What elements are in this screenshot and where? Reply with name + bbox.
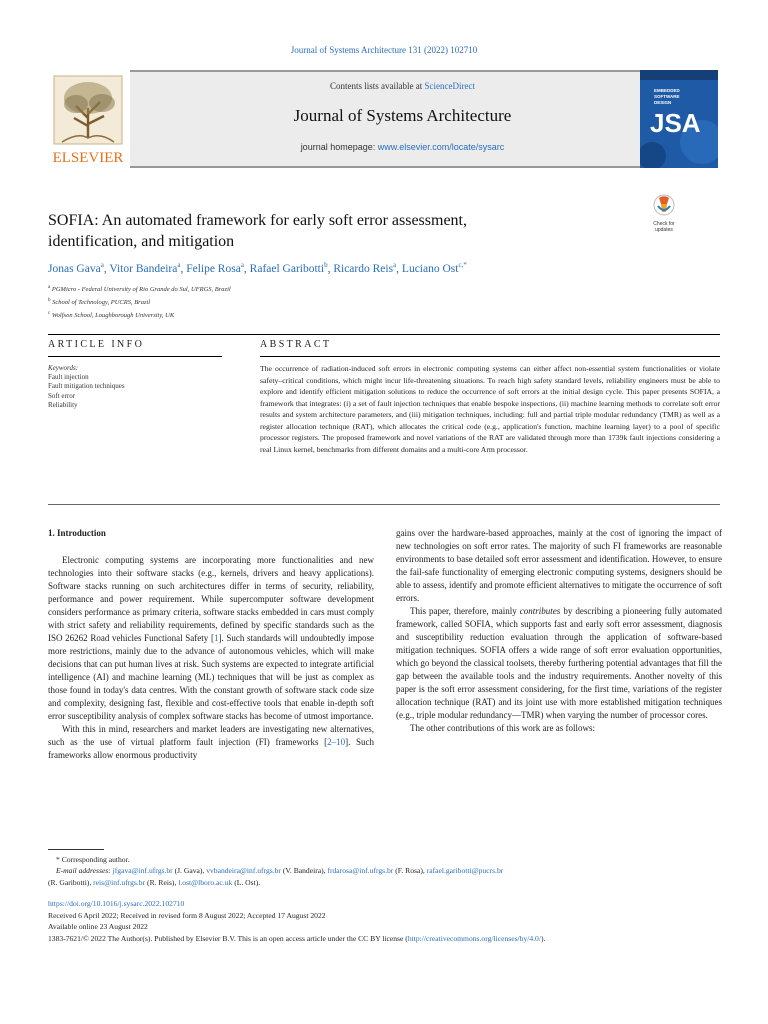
paragraph-text: With this in mind, researchers and market leaders are investigating new alternatives, such as the use of virtual platform fault injection (FI) frameworks [ [48, 724, 374, 747]
footnote-rule [48, 849, 104, 850]
journal-cover[interactable] [640, 70, 718, 168]
author-link[interactable]: Ricardo Reis [333, 262, 394, 275]
author-list: Jonas Gava$^a$, Vitor Bandeira$^a$, Felipe Rosa$^a$, Rafael Garibotti$^b$, Ricardo Reis$^a$, Luciano Ost$^{c,*}$ [48, 261, 467, 275]
affiliation-sup: b [48, 298, 51, 304]
title-line-2: identification, and mitigation [48, 233, 235, 250]
doi-link[interactable]: https://doi.org/10.1016/j.sysarc.2022.102710 [48, 899, 185, 908]
paragraph-text: Electronic computing systems are incorporating more functionalities and new technologies into their software stacks (e.g., kernels, drivers and heavy applications). Software stacks running on such architectures differ in terms of security, reliability, performance and power requirement. While supercomputer software development considers performance as primary criteria, software stacks embedded in cars must comply with strict safety and reliability requirements, defined by specific standards such as the ISO 26262 Road vehicles Functional Safety [ [48, 555, 374, 643]
affiliation-text: PGMicro - Federal University of Rio Grande do Sul, UFRGS, Brazil [51, 286, 231, 294]
top-divider [48, 334, 720, 335]
svg-text:SOFTWARE: SOFTWARE [654, 94, 680, 99]
section-title-introduction: 1. Introduction [48, 528, 106, 538]
cover-image [640, 70, 718, 168]
email-owner: (L. Ost). [232, 877, 261, 887]
right-column [396, 527, 722, 735]
abstract-heading: ABSTRACT [260, 339, 332, 350]
author-affil-sup: a [177, 261, 181, 269]
homepage-prefix: journal homepage: [300, 142, 378, 152]
email-owner: (J. Gava), [172, 866, 207, 876]
email-owner: (F. Rosa), [393, 866, 427, 876]
affiliation-sup: a [48, 285, 51, 290]
keyword-item: Fault injection [48, 373, 89, 382]
check-updates-line1: Check for [653, 221, 675, 227]
available-online-date: Available online 23 August 2022 [48, 922, 148, 932]
license-link[interactable]: http://creativecommons.org/licenses/by/4.0/ [407, 933, 541, 943]
email-line-2 [48, 877, 728, 888]
keyword-item: Soft error [48, 391, 76, 400]
intro-paragraph-4: The other contributions of this work are as follows: [410, 723, 595, 733]
email-line-1 [48, 865, 728, 876]
abstract-divider [260, 356, 720, 357]
corresponding-author-note: * Corresponding author. [56, 855, 130, 864]
email-owner: (R. Garibotti), [48, 877, 94, 887]
author-link[interactable]: Rafael Garibotti [249, 262, 325, 275]
affiliations [48, 282, 448, 321]
email-link[interactable]: jfgava@inf.ufrgs.br [112, 866, 173, 876]
article-metadata [48, 898, 738, 944]
citation-link[interactable]: 1 [213, 633, 219, 643]
email-link[interactable]: reis@inf.ufrgs.br [93, 877, 146, 887]
journal-title: Journal of Systems Architecture [293, 106, 512, 125]
intro-paragraph-2 [48, 723, 374, 762]
author-link[interactable]: Luciano Ost [401, 262, 459, 275]
contents-line [130, 81, 675, 91]
author-affil-sup: a [240, 261, 244, 269]
article-title [48, 210, 608, 252]
keyword-item: Fault mitigation techniques [48, 382, 125, 391]
paragraph-text: by describing a pioneering fully automated framework, called SOFIA, which supports fast and early soft error assessment, diagnosis and susceptibility reduction evaluation through the application of software-based mitigation techniques. SOFIA offers a wide range of soft error evaluation opportunities, which go beyond the classical toolsets, thereby furthering potential advantages that fill the gap between the available tools and the industry requirements. Another novelty of this paper is the soft error assessment considering, for the first time, variations of the register allocation technique (RAT) and its joint use with more established mitigation techniques (e.g., triple modular redundancy—TMR) when varying the number of processor cores. [396, 606, 722, 720]
received-dates: Received 6 April 2022; Received in revised form 8 August 2022; Accepted 17 August 2022 [48, 910, 326, 920]
citation-link[interactable]: 2–10 [327, 737, 346, 747]
intro-paragraph-1 [48, 554, 374, 723]
paragraph-text: This paper, therefore, mainly [410, 606, 520, 616]
svg-text:EMBEDDED: EMBEDDED [654, 88, 680, 93]
author-affil-sup: a [100, 261, 104, 269]
paragraph-text: ]. Such standards will undoubtedly impose more restrictions, mainly due to the advance of autonomous vehicles, which will make decisions that can put human lives at risk. Such systems are expected to integrate artificial intelligence (AI) and machine learning (ML) techniques that will be just as complex as those found in today's data centres. With the constant growth of software stack code size and complexity, designing fast, flexible and cost-effective tools that enable in-depth soft error susceptibility analysis of complex software stacks has become of utmost importance. [48, 633, 374, 721]
email-owner: (R. Reis), [145, 877, 179, 887]
author-affil-sup: a [393, 261, 397, 269]
email-link[interactable]: l.ost@lboro.ac.uk [178, 877, 233, 887]
journal-masthead [48, 70, 718, 168]
article-info-divider [48, 356, 222, 357]
paragraph-text: ]. Such frameworks allow enormous productivity [48, 737, 374, 760]
email-link[interactable]: rafael.garibotti@pucrs.br [426, 866, 504, 876]
author-link[interactable]: Vitor Bandeira [109, 262, 178, 275]
footnotes [48, 854, 728, 888]
license-text: 1383-7621/© 2022 The Author(s). Published by Elsevier B.V. This is an open access article under the CC BY license ( [48, 933, 408, 943]
affiliation-item [48, 308, 448, 321]
journal-panel [130, 70, 675, 168]
svg-text:DESIGN: DESIGN [654, 100, 672, 105]
emphasis-text: contributes [519, 606, 561, 616]
homepage-line [130, 142, 675, 152]
email-link[interactable]: frdarosa@inf.ufrgs.br [327, 866, 394, 876]
check-for-updates-badge[interactable] [644, 194, 684, 232]
tree-emblem-icon [48, 72, 128, 166]
abstract-text: The occurrence of radiation-induced soft errors in electronic computing systems can either affect non-essential system functionalities or violate safety–critical conditions, which might incur life-threatening situations. To reach high safety standard levels, reliability engineers must be able to explore and identify efficient mitigation solutions to reduce the occurrence of soft errors at the initial design cycle. This paper presents SOFIA, a framework that integrates: (i) a set of fault injection techniques that enable bespoke inspections, (ii) machine learning methods to correlate soft error results and system architecture parameters, and (iii) mitigation techniques, including: full and partial triple modular redundancy (TMR) as well as a register allocation technique (RAT), which allocates the critical code (e.g., application's function, machine learning layer) to a pool of specific processor registers. The proposed framework and novel variations of the RAT are validated through more than 1739k fault injections considering a real Linux kernel, benchmarks from different domains and a multi-core Arm processor. [260, 364, 720, 454]
email-label: E-mail addresses: [56, 866, 111, 876]
email-link[interactable]: vvbandeira@inf.ufrgs.br [206, 866, 281, 876]
keyword-item: Reliability [48, 400, 78, 409]
author-link[interactable]: Felipe Rosa [186, 262, 241, 275]
intro-paragraph-continued: gains over the hardware-based approaches, mainly at the cost of ignoring the impact of new technologies on soft error rates. The majority of such FI frameworks are reasonable environments to base detailed soft error assessment and identification. However, to ensure the fail-safe functionality of emerging electronic computing systems, designers should be able to assess, identify and promote efficient alternatives to mitigate the occurrence of soft errors. [396, 528, 722, 603]
bottom-divider [48, 504, 720, 505]
author-affil-sup: b [324, 261, 328, 269]
affiliation-item [48, 282, 448, 295]
affiliation-text: Wolfson School, Loughborough University, UK [51, 312, 175, 320]
affiliation-sup: c [48, 311, 51, 317]
homepage-link[interactable]: www.elsevier.com/locate/sysarc [377, 142, 505, 152]
affiliation-text: School of Technology, PUCRS, Brazil [52, 299, 151, 307]
license-line [48, 933, 738, 945]
check-updates-line2: updates [655, 227, 673, 233]
left-column [48, 527, 374, 762]
elsevier-logo[interactable] [48, 72, 128, 166]
keywords-heading: Keywords: [48, 364, 79, 372]
license-text: ). [540, 933, 546, 943]
cover-abbrev: JSA [650, 108, 701, 138]
running-head[interactable]: Journal of Systems Architecture 131 (2022) 102710 [290, 45, 478, 55]
author-link[interactable]: Jonas Gava [48, 262, 101, 275]
contents-prefix: Contents lists available at [330, 81, 425, 91]
keywords-block [48, 364, 228, 410]
sciencedirect-link[interactable]: ScienceDirect [424, 81, 475, 91]
intro-paragraph-3 [396, 605, 722, 722]
publisher-name: ELSEVIER [52, 150, 124, 166]
article-info-heading: ARTICLE INFO [48, 339, 145, 350]
email-owner: (V. Bandeira), [280, 866, 328, 876]
title-line-1: SOFIA: An automated framework for early soft error assessment, [48, 212, 467, 229]
check-updates-icon [653, 194, 675, 216]
author-affil-sup: c,* [458, 261, 467, 269]
affiliation-item [48, 295, 448, 308]
